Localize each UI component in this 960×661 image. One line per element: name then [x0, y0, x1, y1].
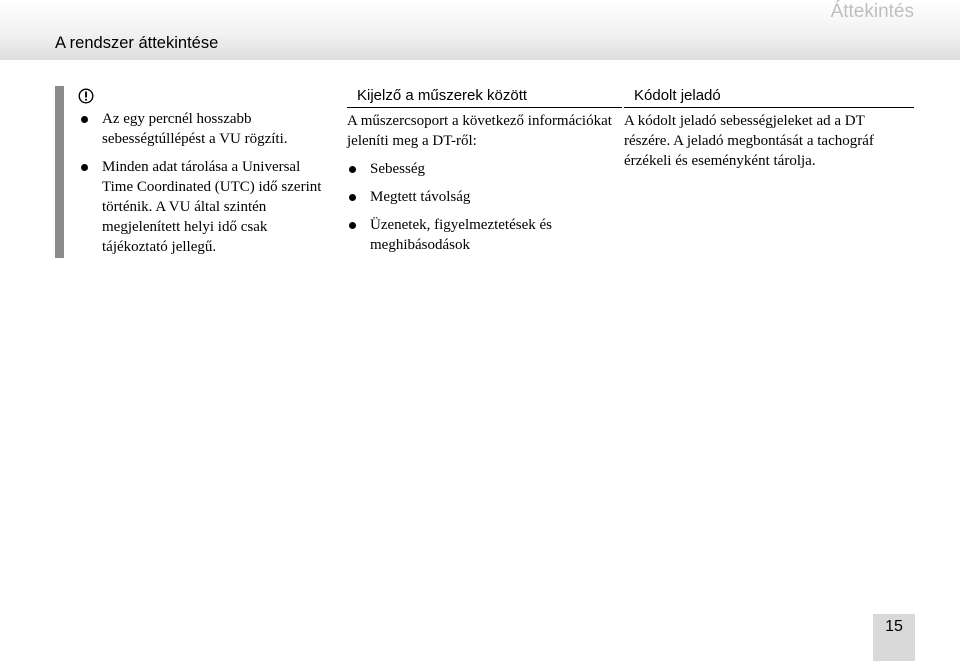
section-intro: A műszercsoport a következő információkat jeleníti meg a DT-ről: — [347, 113, 612, 149]
display-section — [347, 86, 622, 263]
bullet-icon — [81, 116, 88, 123]
note-item-text: Minden adat tárolása a Universal Time Coordinated (UTC) idő szerint történik. A VU által szintén megjelenített helyi idő csak tájékoztató jellegű. — [102, 159, 322, 255]
encoder-section — [624, 86, 914, 171]
display-item-text: Sebesség — [370, 161, 425, 177]
bullet-icon — [349, 166, 356, 173]
info-icon — [78, 88, 94, 104]
list-item — [347, 215, 622, 255]
display-item-text: Megtett távolság — [370, 189, 471, 205]
header-section-label: Áttekintés — [830, 1, 914, 22]
section-body: A kódolt jeladó sebességjeleket ad a DT részére. A jeladó megbontását a tachográf érzékeli és eseményként tárolja. — [624, 113, 874, 169]
section-title: Kijelző a műszerek között — [347, 86, 622, 108]
display-item-text: Üzenetek, figyelmeztetések és meghibásodások — [370, 217, 552, 253]
bullet-icon — [349, 194, 356, 201]
page-title: A rendszer áttekintése — [55, 34, 219, 52]
note-bar — [55, 86, 64, 258]
note-column — [79, 109, 334, 265]
note-item-text: Az egy percnél hosszabb sebességtúllépést a VU rögzíti. — [102, 111, 288, 147]
bullet-icon — [81, 164, 88, 171]
page-number-box — [873, 614, 915, 661]
list-item — [79, 157, 334, 257]
page-number: 15 — [885, 618, 903, 635]
list-item — [347, 187, 622, 207]
list-item — [347, 159, 622, 179]
list-item — [79, 109, 334, 149]
section-title: Kódolt jeladó — [624, 86, 914, 108]
display-list — [347, 159, 622, 255]
note-list — [79, 109, 334, 257]
bullet-icon — [349, 222, 356, 229]
